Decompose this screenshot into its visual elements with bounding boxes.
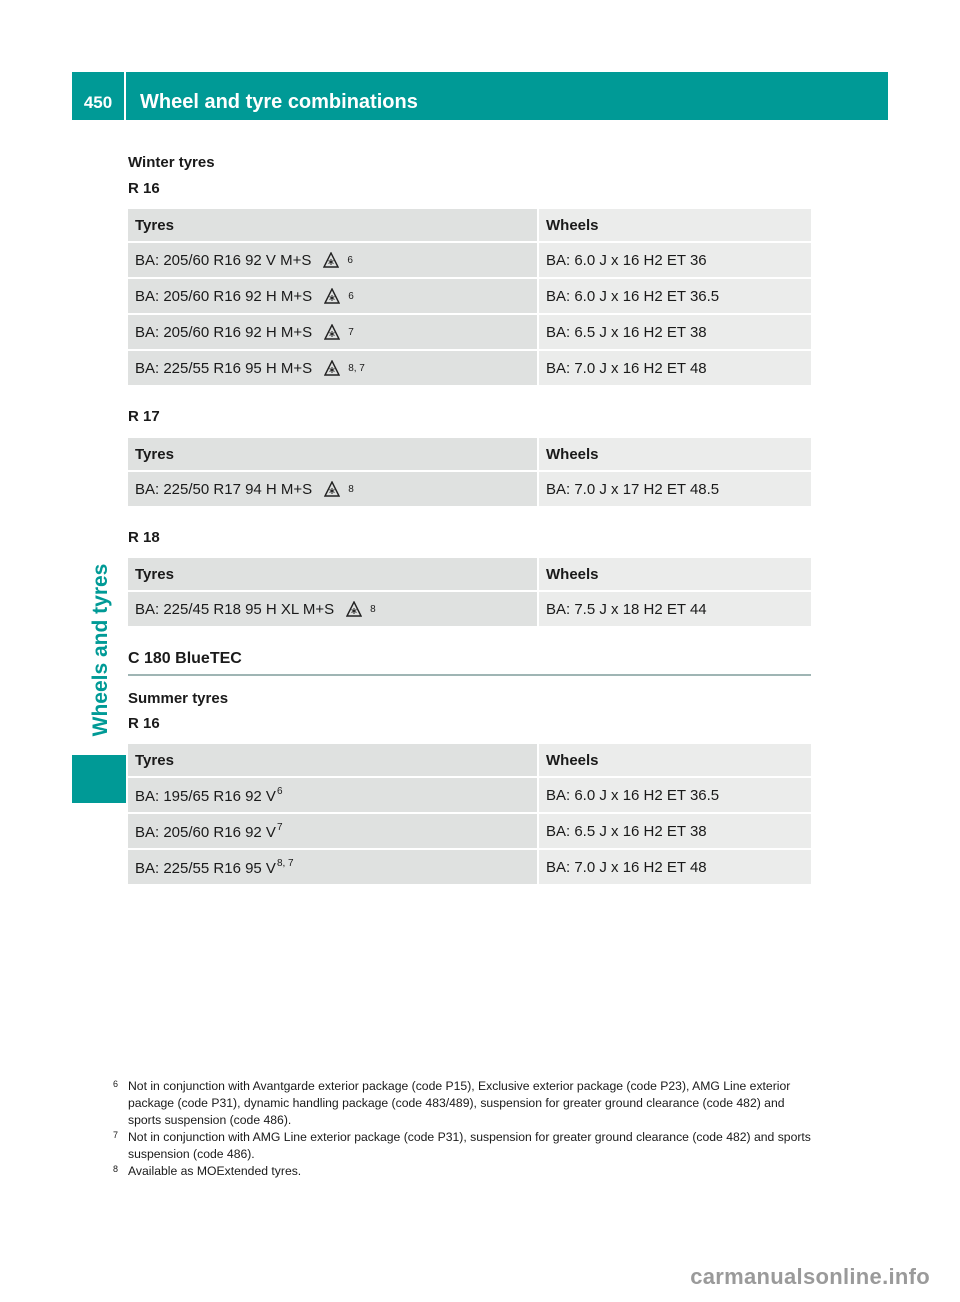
table-header-row [128, 209, 811, 242]
tyre-spec: BA: 225/55 R16 95 H M+S [135, 359, 313, 377]
footnote-ref[interactable]: 7 [348, 326, 354, 338]
winter-r17-label: R 17 [128, 408, 160, 425]
wheel-spec: BA: 7.0 J x 16 H2 ET 48 [538, 849, 811, 885]
wheel-spec: BA: 7.0 J x 17 H2 ET 48.5 [538, 471, 811, 507]
col-tyres: Tyres [128, 209, 538, 242]
wheel-spec: BA: 7.0 J x 16 H2 ET 48 [538, 350, 811, 386]
col-tyres: Tyres [128, 744, 538, 777]
wheel-spec: BA: 6.0 J x 16 H2 ET 36.5 [538, 777, 811, 813]
tyre-spec: BA: 195/65 R16 92 V [135, 787, 276, 805]
wheel-spec: BA: 6.5 J x 16 H2 ET 38 [538, 314, 811, 350]
footnote-ref[interactable]: 8 [370, 603, 376, 615]
table-row [128, 350, 811, 386]
table-header-row [128, 558, 811, 591]
col-wheels: Wheels [538, 744, 811, 777]
winter-r17-table [128, 438, 811, 508]
header-title: Wheel and tyre combinations [140, 90, 418, 113]
snowflake-mountain-icon [324, 481, 340, 497]
table-header-row [128, 438, 811, 471]
footnote-number: 8 [113, 1164, 119, 1174]
footnote [113, 1078, 811, 1129]
winter-r18-label: R 18 [128, 529, 160, 546]
tyre-spec: BA: 225/50 R17 94 H M+S [135, 480, 313, 498]
c180-section-title: C 180 BlueTEC [128, 650, 811, 676]
wheel-spec: BA: 6.0 J x 16 H2 ET 36.5 [538, 278, 811, 314]
summer-tyres-heading: Summer tyres [128, 690, 229, 707]
winter-r18-table [128, 558, 811, 628]
table-row [128, 777, 811, 813]
footnote-ref[interactable]: 7 [276, 821, 283, 833]
snowflake-mountain-icon [324, 288, 340, 304]
side-tab-marker [72, 755, 126, 803]
wheel-spec: BA: 6.5 J x 16 H2 ET 38 [538, 813, 811, 849]
main-content [128, 150, 811, 886]
footnote-ref[interactable]: 6 [276, 785, 283, 797]
snowflake-mountain-icon [324, 360, 340, 376]
tyre-spec: BA: 205/60 R16 92 H M+S [135, 323, 313, 341]
snowflake-mountain-icon [324, 324, 340, 340]
col-tyres: Tyres [128, 558, 538, 591]
table-header-row [128, 744, 811, 777]
table-row [128, 849, 811, 885]
col-tyres: Tyres [128, 438, 538, 471]
footnote-ref[interactable]: 8, 7 [348, 362, 365, 374]
footnote-ref[interactable]: 8 [348, 483, 354, 495]
col-wheels: Wheels [538, 438, 811, 471]
table-row [128, 242, 811, 278]
table-row [128, 813, 811, 849]
summer-r16-table [128, 744, 811, 886]
winter-tyres-heading: Winter tyres [128, 154, 215, 171]
side-section-label: Wheels and tyres [89, 563, 112, 737]
snowflake-mountain-icon [323, 252, 339, 268]
footnote-text: Not in conjunction with Avantgarde exterior package (code P15), Exclusive exterior package (code P23), AMG Line exterior package (code P31), dynamic handling package (code 483/489), suspension for greater ground clearance (code 482) and sports suspension (code 486). [128, 1079, 791, 1127]
tyre-spec: BA: 225/55 R16 95 V [135, 859, 276, 877]
table-row [128, 278, 811, 314]
footnote-number: 7 [113, 1130, 119, 1140]
footnote-ref[interactable]: 6 [347, 254, 353, 266]
col-wheels: Wheels [538, 209, 811, 242]
tyre-spec: BA: 205/60 R16 92 V [135, 823, 276, 841]
footnote-ref[interactable]: 8, 7 [276, 857, 294, 869]
footnote [113, 1129, 811, 1163]
tyre-spec: BA: 205/60 R16 92 H M+S [135, 287, 313, 305]
tyre-spec: BA: 225/45 R18 95 H XL M+S [135, 600, 335, 618]
footnote-text: Available as MOExtended tyres. [128, 1164, 302, 1178]
watermark: carmanualsonline.info [690, 1264, 930, 1289]
table-row [128, 471, 811, 507]
col-wheels: Wheels [538, 558, 811, 591]
page-number: 450 [72, 72, 126, 120]
tyre-spec: BA: 205/60 R16 92 V M+S [135, 251, 312, 269]
page-header [72, 72, 888, 120]
winter-r16-label: R 16 [128, 180, 160, 197]
wheel-spec: BA: 7.5 J x 18 H2 ET 44 [538, 591, 811, 627]
table-row [128, 591, 811, 627]
table-row [128, 314, 811, 350]
summer-r16-label: R 16 [128, 715, 160, 732]
footnote-ref[interactable]: 6 [348, 290, 354, 302]
footnote-text: Not in conjunction with AMG Line exterior package (code P31), suspension for greater ground clearance (code 482) and sports suspension (code 486). [128, 1130, 811, 1161]
snowflake-mountain-icon [346, 601, 362, 617]
wheel-spec: BA: 6.0 J x 16 H2 ET 36 [538, 242, 811, 278]
winter-r16-table [128, 209, 811, 387]
footnote-number: 6 [113, 1079, 119, 1089]
footnotes [113, 1078, 811, 1180]
footnote [113, 1163, 811, 1180]
